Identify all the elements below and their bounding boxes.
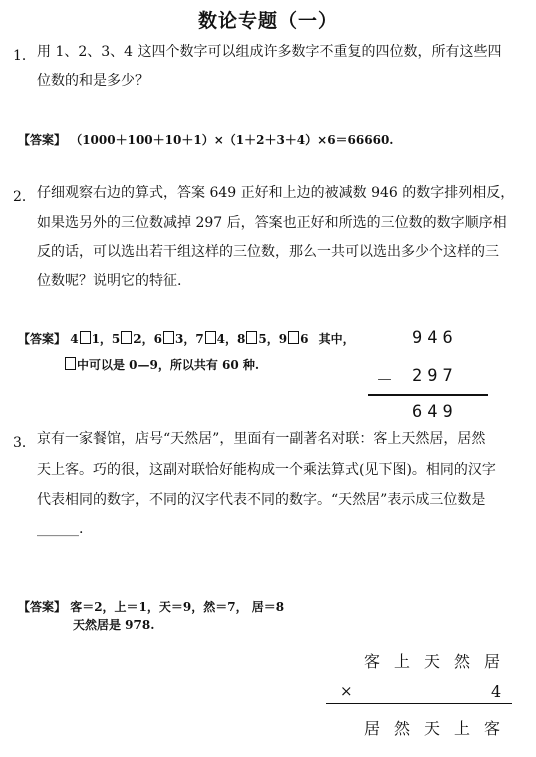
question-3-answer-line-2: 天然居是 978.	[73, 618, 155, 632]
question-3-line-3: 代表相同的数字，不同的汉字代表不同的数字。“天然居”表示成三位数是	[37, 492, 486, 508]
answer-text: 客＝2，上＝1，天＝9，然＝7， 居＝8	[70, 600, 285, 614]
page-title: 数论专题（一）	[197, 10, 338, 32]
multiplication-line	[326, 703, 512, 704]
minus-sign: －	[376, 371, 393, 391]
subtraction-minuend: 946	[412, 328, 458, 348]
answer-pair: 2，6	[133, 332, 162, 346]
answer-pair: 6	[300, 332, 309, 346]
digit-box	[246, 331, 257, 344]
digit-box	[205, 331, 216, 344]
digit-box	[80, 331, 91, 344]
question-2-answer-line-2	[64, 356, 259, 373]
question-2-line-4: 位数呢？说明它的特征.	[37, 273, 182, 289]
answer-text: （1000＋100＋10＋1）×（1＋2＋3＋4）×6＝66660.	[70, 133, 394, 147]
question-3-line-1: 京有一家餐馆，店号“天然居”，里面有一副著名对联：客上天然居，居然	[37, 431, 486, 447]
subtraction-result: 649	[412, 402, 458, 422]
multiplication-factor: 4	[491, 682, 502, 701]
answer-pair: 3，7	[174, 332, 204, 346]
question-3-line-4: ______.	[37, 521, 84, 537]
answer-label: 【答案】	[18, 332, 67, 346]
answer-text: 中可以是 0—9，所以共有 60 种.	[77, 358, 260, 372]
digit-box	[65, 357, 76, 370]
digit-box	[163, 331, 174, 344]
question-2-line-3: 反的话，可以选出若干组这样的三位数，那么一共可以选出多少个这样的三	[37, 244, 499, 260]
question-1-line-1: 用 1、2、3、4 这四个数字可以组成许多数字不重复的四位数，所有这些四	[37, 44, 502, 60]
multiplication-top: 客上天然居	[364, 652, 515, 671]
question-2-line-2: 如果选另外的三位数减掉 297 后，答案也正好和所选的三位数的数字顺序相	[37, 215, 507, 231]
digit-box	[121, 331, 132, 344]
answer-label: 【答案】	[18, 600, 67, 614]
answer-label: 【答案】	[18, 133, 67, 147]
answer-tail: 其中，	[318, 332, 355, 346]
question-2-line-1: 仔细观察右边的算式，答案 649 正好和上边的被减数 946 的数字排列相反，	[37, 185, 515, 201]
question-2-answer-line-1	[18, 330, 355, 347]
question-2-number: 2．	[13, 189, 36, 205]
multiplication-result: 居然天上客	[364, 719, 515, 738]
subtraction-subtrahend: 297	[412, 366, 458, 386]
times-sign: ×	[340, 682, 353, 700]
question-1-number: 1．	[13, 48, 36, 64]
question-3-number: 3．	[13, 435, 36, 451]
digit-box	[288, 331, 299, 344]
answer-pair: 4	[70, 332, 79, 346]
question-1-line-2: 位数的和是多少？	[37, 73, 149, 89]
question-3-line-2: 天上客。巧的很，这副对联恰好能构成一个乘法算式(见下图)。相同的汉字	[37, 462, 496, 478]
subtraction-line	[368, 394, 488, 396]
answer-pair: 4，8	[216, 332, 246, 346]
answer-pair: 5，9	[258, 332, 288, 346]
question-1-answer	[18, 131, 393, 148]
answer-pair: 1，5	[91, 332, 121, 346]
question-3-answer-line-1	[18, 598, 284, 615]
